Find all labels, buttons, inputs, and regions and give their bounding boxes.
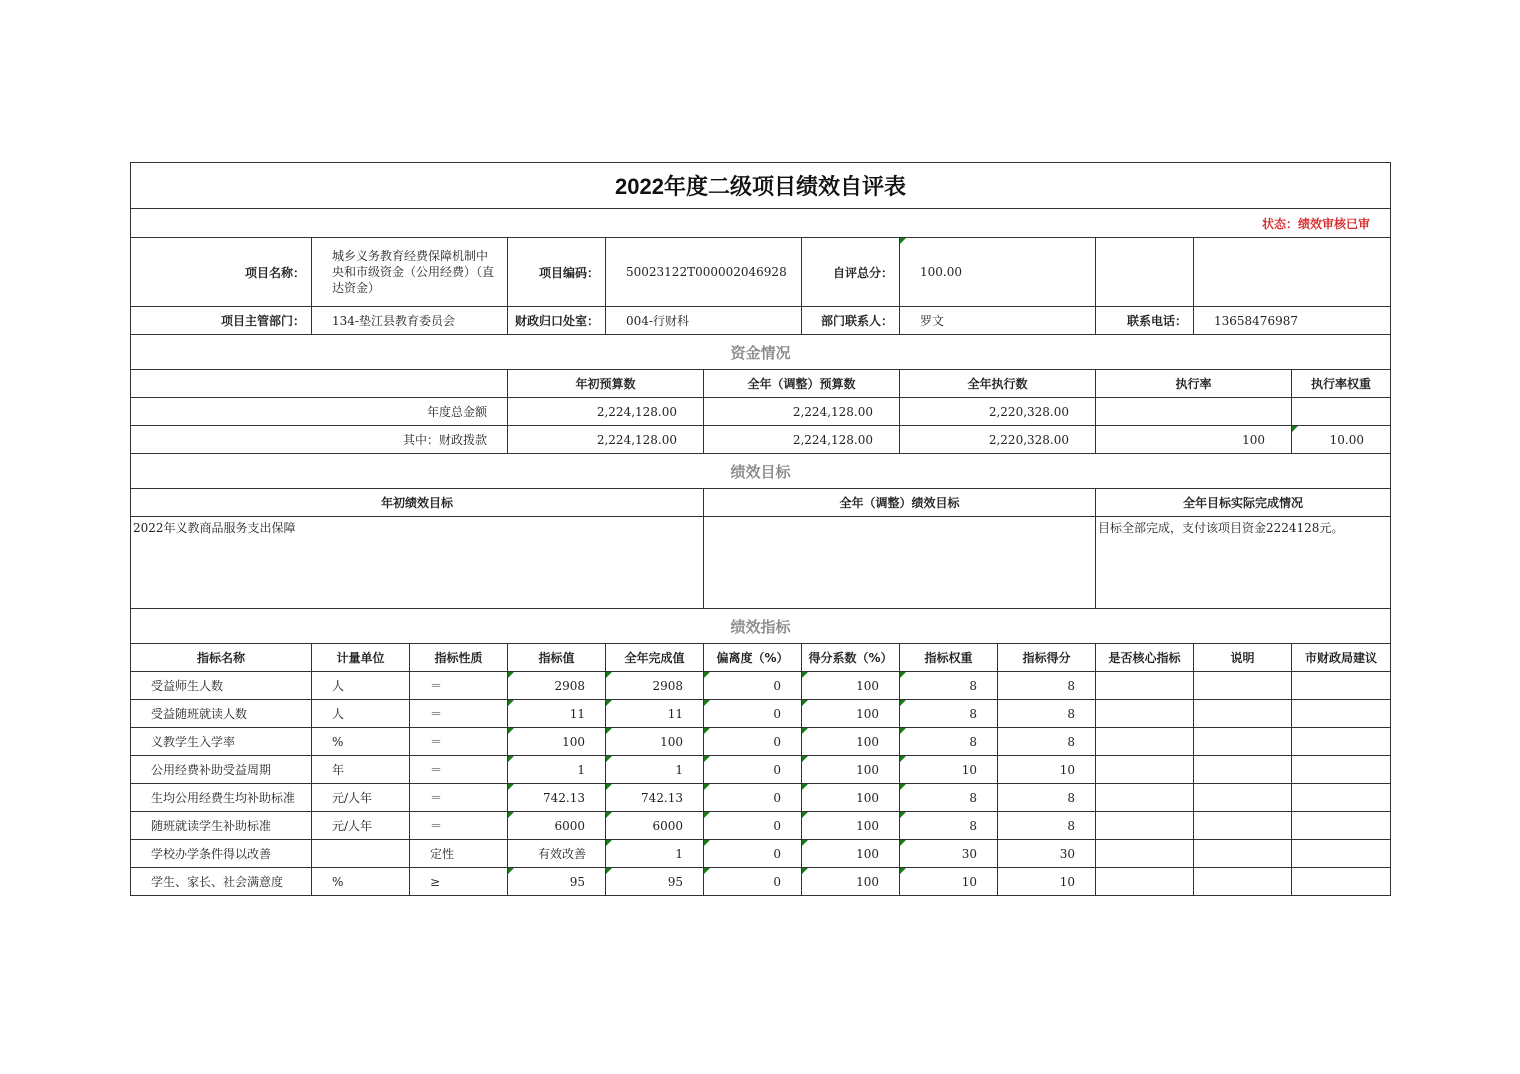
- indicator-score: 10: [998, 868, 1096, 896]
- project-name-value: 城乡义务教育经费保障机制中央和市级资金（公用经费）（直达资金）: [312, 238, 508, 307]
- funds-rate: 100: [1096, 426, 1292, 454]
- indicator-header: 偏离度（%）: [704, 644, 802, 672]
- goals-header: 全年（调整）绩效目标: [704, 489, 1096, 517]
- indicator-done: 1: [606, 756, 704, 784]
- indicator-core-flag: [1096, 700, 1194, 728]
- indicator-suggestion: [1292, 868, 1391, 896]
- indicator-nature: ＝: [410, 812, 508, 840]
- status-badge: 状态：绩效审核已审: [131, 209, 1391, 238]
- indicator-name: 义教学生入学率: [131, 728, 312, 756]
- indicator-target: 95: [508, 868, 606, 896]
- indicator-header: 是否核心指标: [1096, 644, 1194, 672]
- project-code-value: 50023122T000002046928: [606, 238, 802, 307]
- indicator-name: 公用经费补助受益周期: [131, 756, 312, 784]
- table-row: [131, 784, 1391, 812]
- indicator-done: 2908: [606, 672, 704, 700]
- indicator-note: [1194, 868, 1292, 896]
- indicator-name: 学校办学条件得以改善: [131, 840, 312, 868]
- indicator-deviation: 0: [704, 868, 802, 896]
- indicator-note: [1194, 728, 1292, 756]
- indicator-target: 100: [508, 728, 606, 756]
- indicator-unit: 年: [312, 756, 410, 784]
- indicator-score: 8: [998, 728, 1096, 756]
- performance-sheet: [130, 162, 1390, 896]
- indicator-coefficient: 100: [802, 840, 900, 868]
- indicator-done: 6000: [606, 812, 704, 840]
- indicator-note: [1194, 812, 1292, 840]
- indicator-coefficient: 100: [802, 784, 900, 812]
- indicator-core-flag: [1096, 840, 1194, 868]
- indicator-done: 742.13: [606, 784, 704, 812]
- indicator-nature: ＝: [410, 672, 508, 700]
- indicator-coefficient: 100: [802, 812, 900, 840]
- funds-adjusted: 2,224,128.00: [704, 426, 900, 454]
- indicator-deviation: 0: [704, 812, 802, 840]
- indicator-header: 市财政局建议: [1292, 644, 1391, 672]
- indicator-target: 有效改善: [508, 840, 606, 868]
- indicator-done: 95: [606, 868, 704, 896]
- goals-section-title: 绩效目标: [131, 454, 1391, 489]
- indicator-suggestion: [1292, 700, 1391, 728]
- project-name-label: 项目名称：: [131, 238, 312, 307]
- indicator-suggestion: [1292, 784, 1391, 812]
- funds-row-label: 年度总金额: [131, 398, 508, 426]
- indicator-coefficient: 100: [802, 868, 900, 896]
- page-title: 2022年度二级项目绩效自评表: [131, 163, 1391, 209]
- indicator-core-flag: [1096, 672, 1194, 700]
- adjusted-goal: [704, 517, 1096, 609]
- funds-header: 全年执行数: [900, 370, 1096, 398]
- funds-section-title: 资金情况: [131, 335, 1391, 370]
- table-row: [131, 728, 1391, 756]
- indicator-suggestion: [1292, 812, 1391, 840]
- indicator-note: [1194, 840, 1292, 868]
- indicator-core-flag: [1096, 868, 1194, 896]
- indicator-unit: %: [312, 728, 410, 756]
- empty-cell: [1194, 238, 1391, 307]
- indicator-name: 受益随班就读人数: [131, 700, 312, 728]
- score-value: 100.00: [900, 238, 1096, 307]
- indicator-suggestion: [1292, 840, 1391, 868]
- indicator-header: 计量单位: [312, 644, 410, 672]
- table-row: [131, 700, 1391, 728]
- indicator-deviation: 0: [704, 728, 802, 756]
- indicator-coefficient: 100: [802, 728, 900, 756]
- table-row: [131, 868, 1391, 896]
- phone-value: 13658476987: [1194, 307, 1391, 335]
- funds-header: 年初预算数: [508, 370, 704, 398]
- indicator-name: 随班就读学生补助标准: [131, 812, 312, 840]
- indicator-target: 6000: [508, 812, 606, 840]
- table-row: [131, 840, 1391, 868]
- funds-header: 执行率: [1096, 370, 1292, 398]
- indicator-header: 得分系数（%）: [802, 644, 900, 672]
- indicator-note: [1194, 700, 1292, 728]
- indicator-suggestion: [1292, 728, 1391, 756]
- indicator-weight: 10: [900, 756, 998, 784]
- indicator-nature: ＝: [410, 784, 508, 812]
- indicator-core-flag: [1096, 784, 1194, 812]
- funds-executed: 2,220,328.00: [900, 426, 1096, 454]
- evaluation-table: [130, 162, 1391, 896]
- funds-adjusted: 2,224,128.00: [704, 398, 900, 426]
- indicator-score: 8: [998, 672, 1096, 700]
- indicator-coefficient: 100: [802, 756, 900, 784]
- table-row: [131, 756, 1391, 784]
- indicator-coefficient: 100: [802, 700, 900, 728]
- table-row: [131, 426, 1391, 454]
- indicator-weight: 8: [900, 784, 998, 812]
- phone-label: 联系电话：: [1096, 307, 1194, 335]
- indicator-name: 生均公用经费生均补助标准: [131, 784, 312, 812]
- indicator-target: 1: [508, 756, 606, 784]
- indicator-nature: 定性: [410, 840, 508, 868]
- indicator-weight: 8: [900, 728, 998, 756]
- indicator-weight: 8: [900, 672, 998, 700]
- indicator-header: 说明: [1194, 644, 1292, 672]
- funds-initial: 2,224,128.00: [508, 426, 704, 454]
- indicator-header: 指标性质: [410, 644, 508, 672]
- indicator-name: 受益师生人数: [131, 672, 312, 700]
- indicator-core-flag: [1096, 756, 1194, 784]
- indicator-unit: 人: [312, 672, 410, 700]
- indicator-target: 742.13: [508, 784, 606, 812]
- indicator-deviation: 0: [704, 700, 802, 728]
- funds-header: 全年（调整）预算数: [704, 370, 900, 398]
- indicator-score: 10: [998, 756, 1096, 784]
- indicator-done: 100: [606, 728, 704, 756]
- initial-goal: 2022年义教商品服务支出保障: [131, 517, 704, 609]
- dept-value: 134-垫江县教育委员会: [312, 307, 508, 335]
- indicator-header: 指标得分: [998, 644, 1096, 672]
- dept-label: 项目主管部门：: [131, 307, 312, 335]
- indicator-deviation: 0: [704, 840, 802, 868]
- finance-office-label: 财政归口处室：: [508, 307, 606, 335]
- funds-weight: 10.00: [1292, 426, 1391, 454]
- goals-header: 全年目标实际完成情况: [1096, 489, 1391, 517]
- indicator-header: 指标值: [508, 644, 606, 672]
- indicator-unit: 元/人年: [312, 784, 410, 812]
- indicator-core-flag: [1096, 728, 1194, 756]
- funds-weight: [1292, 398, 1391, 426]
- funds-initial: 2,224,128.00: [508, 398, 704, 426]
- contact-label: 部门联系人：: [802, 307, 900, 335]
- indicators-section-title: 绩效指标: [131, 609, 1391, 644]
- table-row: [131, 812, 1391, 840]
- indicators-header-row: [131, 644, 1391, 672]
- actual-completion: 目标全部完成，支付该项目资金2224128元。: [1096, 517, 1391, 609]
- indicator-weight: 30: [900, 840, 998, 868]
- indicator-note: [1194, 784, 1292, 812]
- indicator-header: 全年完成值: [606, 644, 704, 672]
- indicator-weight: 8: [900, 812, 998, 840]
- project-code-label: 项目编码：: [508, 238, 606, 307]
- goals-header: 年初绩效目标: [131, 489, 704, 517]
- indicator-name: 学生、家长、社会满意度: [131, 868, 312, 896]
- indicator-rows: [131, 672, 1391, 896]
- indicator-suggestion: [1292, 756, 1391, 784]
- funds-rate: [1096, 398, 1292, 426]
- indicator-nature: ＝: [410, 728, 508, 756]
- table-row: [131, 398, 1391, 426]
- indicator-score: 8: [998, 812, 1096, 840]
- indicator-score: 8: [998, 700, 1096, 728]
- indicator-score: 30: [998, 840, 1096, 868]
- indicator-score: 8: [998, 784, 1096, 812]
- indicator-weight: 10: [900, 868, 998, 896]
- indicator-deviation: 0: [704, 756, 802, 784]
- indicator-deviation: 0: [704, 784, 802, 812]
- indicator-note: [1194, 756, 1292, 784]
- indicator-unit: 元/人年: [312, 812, 410, 840]
- funds-executed: 2,220,328.00: [900, 398, 1096, 426]
- empty-cell: [131, 370, 508, 398]
- indicator-unit: 人: [312, 700, 410, 728]
- finance-office-value: 004-行财科: [606, 307, 802, 335]
- indicator-coefficient: 100: [802, 672, 900, 700]
- indicator-note: [1194, 672, 1292, 700]
- indicator-deviation: 0: [704, 672, 802, 700]
- indicator-done: 11: [606, 700, 704, 728]
- indicator-nature: ≥: [410, 868, 508, 896]
- indicator-nature: ＝: [410, 756, 508, 784]
- indicator-suggestion: [1292, 672, 1391, 700]
- indicator-header: 指标名称: [131, 644, 312, 672]
- indicator-target: 2908: [508, 672, 606, 700]
- indicator-header: 指标权重: [900, 644, 998, 672]
- indicator-weight: 8: [900, 700, 998, 728]
- indicator-unit: %: [312, 868, 410, 896]
- indicator-target: 11: [508, 700, 606, 728]
- indicator-core-flag: [1096, 812, 1194, 840]
- table-row: [131, 672, 1391, 700]
- contact-value: 罗文: [900, 307, 1096, 335]
- indicator-done: 1: [606, 840, 704, 868]
- empty-cell: [1096, 238, 1194, 307]
- indicator-unit: [312, 840, 410, 868]
- indicator-nature: ＝: [410, 700, 508, 728]
- funds-row-label: 其中：财政拨款: [131, 426, 508, 454]
- funds-header: 执行率权重: [1292, 370, 1391, 398]
- score-label: 自评总分：: [802, 238, 900, 307]
